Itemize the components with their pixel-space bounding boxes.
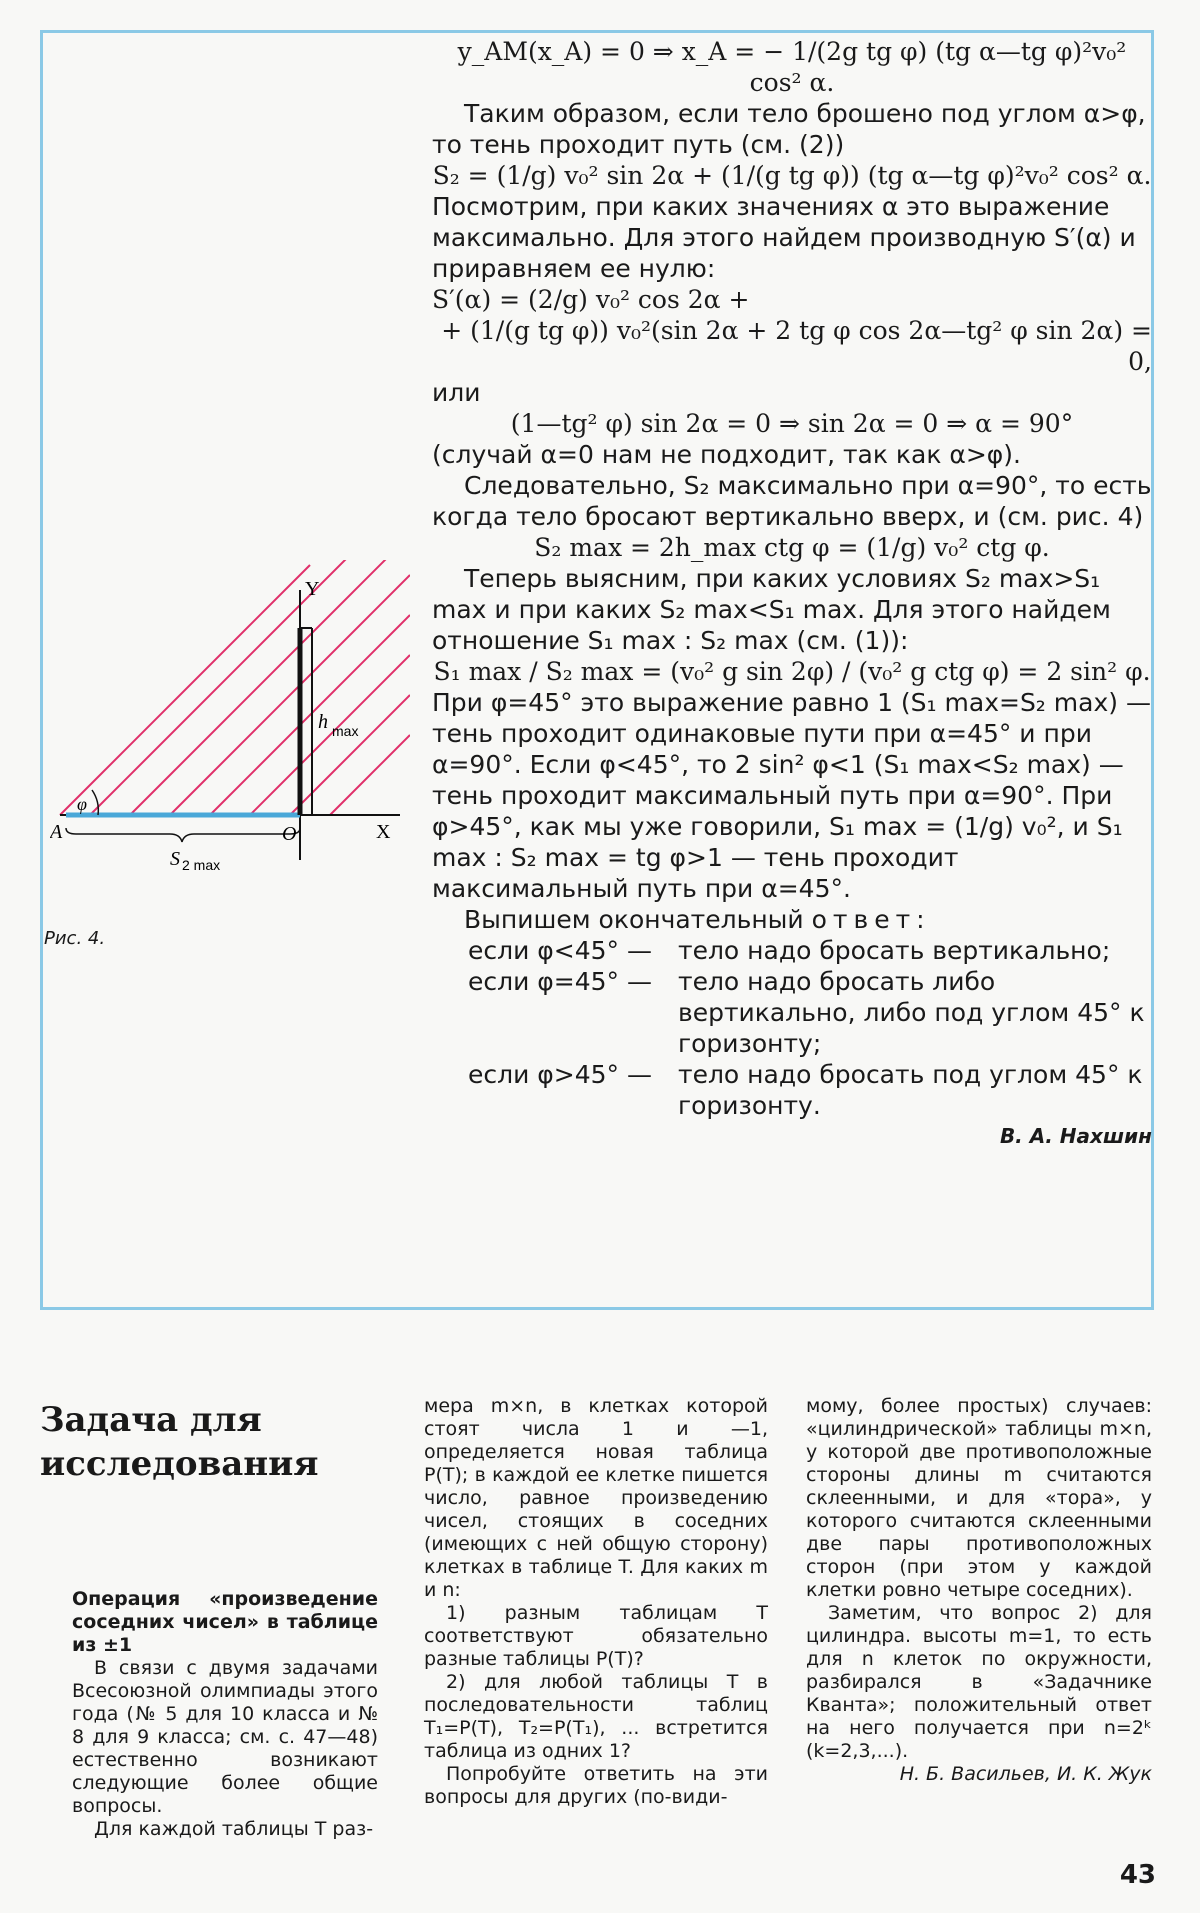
ray-line: [330, 735, 410, 815]
label-o: O: [282, 823, 297, 845]
paragraph: мому, более простых) случаев: «цилиндрической» таблицы m×n, у которой две противоположные стороны длины m считаются склеенными, и для «тора», у которого считаются склеенными две пары противоположных сторон (при этом у каждой клетки ровно четыре соседних).: [806, 1395, 1152, 1601]
shadow-rays: [60, 560, 410, 815]
formula-xa: y_AM(x_A) = 0 ⇒ x_A = − 1/(2g tg φ) (tg α—tg φ)²v₀² cos² α.: [457, 37, 1127, 97]
s2max-brace: [66, 828, 300, 842]
paragraph: 1) разным таблицам T соответствуют обязательно разные таблицы P(T)?: [424, 1602, 768, 1670]
answer-word: ответ:: [811, 905, 931, 934]
paragraph: 2) для любой таблицы T в последовательности таблиц T₁=P(T), T₂=P(T₁), ... встретится таблица из одних 1?: [424, 1671, 768, 1762]
answer-intro: Выпишем окончательный ответ:: [464, 905, 931, 934]
paragraph: Следовательно, S₂ максимально при α=90°, то есть когда тело бросают вертикально вверх, и (см. рис. 4): [432, 471, 1152, 531]
paragraph: Теперь выясним, при каких условиях S₂ max>S₁ max и при каких S₂ max<S₁ max. Для этого найдем отношение S₁ max : S₂ max (см. (1)):: [432, 564, 1111, 655]
label-x: X: [376, 821, 391, 843]
label-y: Y: [305, 578, 320, 600]
section-title: Задача для исследования: [40, 1400, 319, 1484]
formula-derivative-1: S′(α) = (2/g) v₀² cos 2α +: [432, 285, 750, 314]
ray-line: [250, 655, 410, 815]
label-h-sub: max: [332, 723, 359, 739]
formula-ratio: S₁ max / S₂ max = (v₀² g sin 2φ) / (v₀² g ctg φ) = 2 sin² φ.: [433, 657, 1151, 686]
ray-line: [210, 615, 410, 815]
formula-derivative-2: + (1/(g tg φ)) v₀²(sin 2α + 2 tg φ cos 2α—tg² φ sin 2α) = 0,: [441, 316, 1152, 376]
answer-row: если φ<45° — тело надо бросать вертикально;: [468, 936, 1111, 965]
paragraph: При φ=45° это выражение равно 1 (S₁ max=S₂ max) — тень проходит одинаковые пути при α=45° и при α=90°. Если φ<45°, то 2 sin² φ<1 (S₁ max<S₂ max) — тень проходит максимальный путь при α=90°. При φ>45°, как мы уже говорили, S₁ max = (1/g) v₀², и S₁ max : S₂ max = tg φ>1 — тень проходит максимальный путь при α=45°.: [432, 688, 1151, 903]
paragraph: мера m×n, в клетках которой стоят числа 1 и —1, определяется новая таблица P(T); в каждой ее клетке пишется число, равное произведению чисел, стоящих в соседних (имеющих с ней общую сторону) клетках в таблице T. Для каких m и n:: [424, 1395, 768, 1601]
ray-line: [290, 695, 410, 815]
answer-row: если φ>45° — тело надо бросать под углом 45° к горизонту.: [468, 1060, 1143, 1120]
paragraph: Таким образом, если тело брошено под углом α>φ, то тень проходит путь (см. (2)): [432, 99, 1146, 159]
column-1: [72, 1588, 378, 1841]
column-3: [806, 1395, 1152, 1786]
authors: Н. Б. Васильев, И. К. Жук: [899, 1763, 1152, 1785]
label-s-sub: 2 max: [182, 857, 221, 873]
label-phi: φ: [77, 794, 87, 814]
paragraph: Попробуйте ответить на эти вопросы для других (по-види-: [424, 1763, 768, 1808]
label-s: S: [170, 848, 180, 870]
label-h: h: [318, 711, 328, 733]
formula-s2max: S₂ max = 2h_max ctg φ = (1/g) v₀² ctg φ.: [534, 533, 1050, 562]
figure-4-diagram: [50, 560, 410, 890]
paragraph: Заметим, что вопрос 2) для цилиндра. высоты m=1, то есть для n клеток по окружности, разбирался в «Задачнике Кванта»; положительный ответ на него получается при n=2ᵏ (k=2,3,...).: [806, 1602, 1152, 1762]
paragraph: Для каждой таблицы T раз-: [94, 1818, 374, 1840]
article-continuation: [432, 36, 1152, 1152]
figure-caption: Рис. 4.: [44, 928, 106, 949]
subheading: Операция «произведение соседних чисел» в таблице из ±1: [72, 1588, 378, 1656]
paragraph: В связи с двумя задачами Всесоюзной олимпиады этого года (№ 5 для 10 класса и № 8 для 9 класса; см. с. 47—48) естественно возникают следующие более общие вопросы.: [72, 1657, 378, 1817]
article-signature: В. А. Нахшин: [999, 1124, 1152, 1148]
ray-line: [170, 575, 410, 815]
column-2: [424, 1395, 768, 1809]
label-a: A: [50, 821, 63, 843]
answer-row: если φ=45° — тело надо бросать либо вертикально, либо под углом 45° к горизонту;: [468, 967, 1145, 1058]
ray-line: [130, 560, 390, 815]
ray-line: [60, 565, 310, 815]
formula-sin2a: (1—tg² φ) sin 2α = 0 ⇒ sin 2α = 0 ⇒ α = 90°: [510, 409, 1074, 438]
word-or: или: [432, 378, 481, 407]
page-number: 43: [1119, 1860, 1156, 1890]
formula-s2: S₂ = (1/g) v₀² sin 2α + (1/(g tg φ)) (tg α—tg φ)²v₀² cos² α.: [432, 161, 1152, 190]
paragraph: Посмотрим, при каких значениях α это выражение максимально. Для этого найдем производную S′(α) и приравняем ее нулю:: [432, 192, 1136, 283]
paragraph: (случай α=0 нам не подходит, так как α>φ).: [432, 440, 1022, 469]
